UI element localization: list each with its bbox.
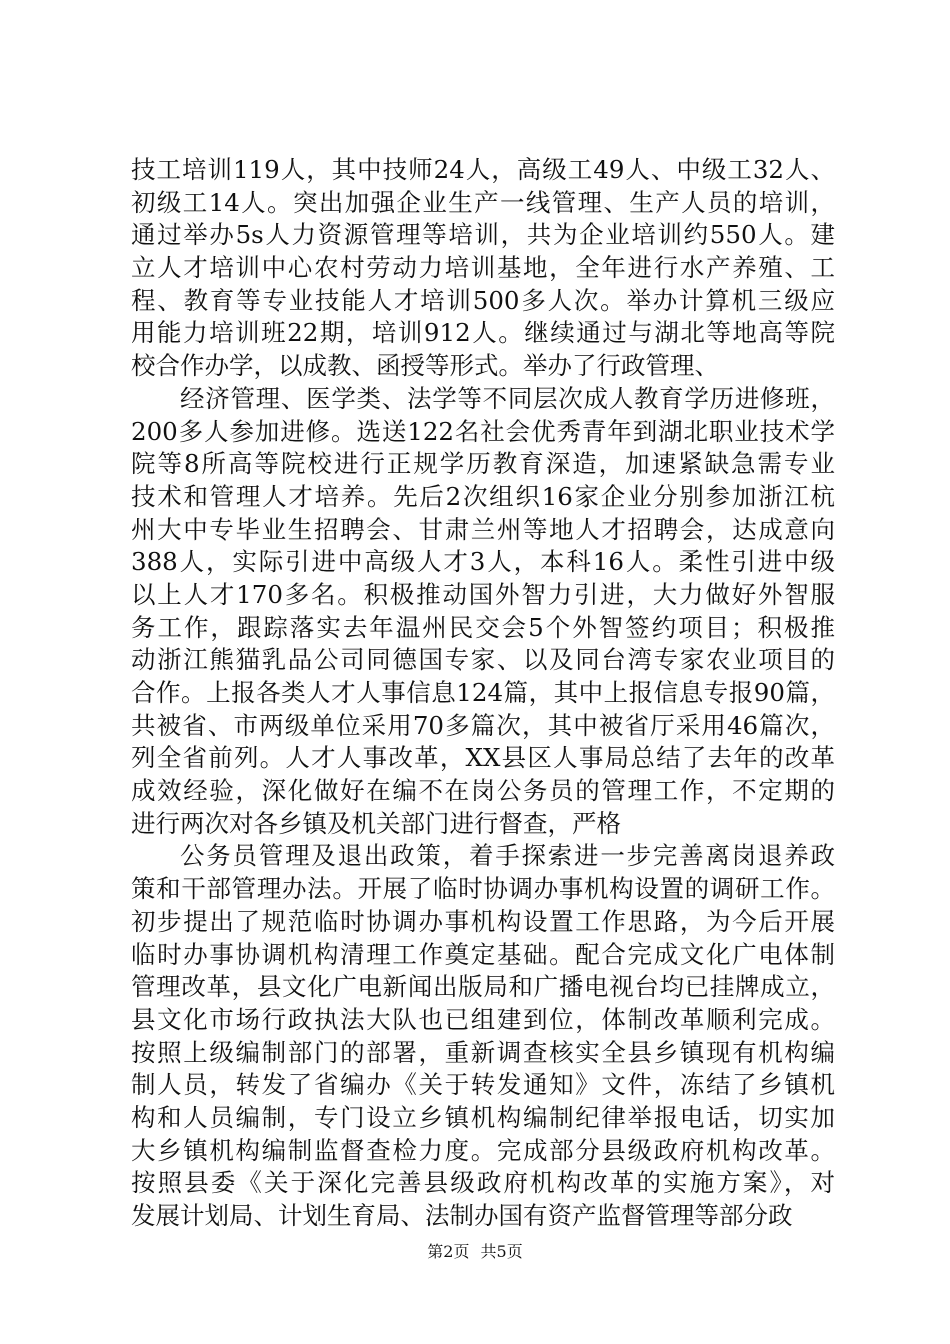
text-line: 技工培训119人，其中技师24人，高级工49人、中级工32人、	[131, 155, 835, 184]
text-line: 管理改革，县文化广电新闻出版局和广播电视台均已挂牌成立，	[131, 972, 835, 1002]
text-line: 用能力培训班22期，培训912人。继续通过与湖北等地高等院	[131, 318, 835, 348]
text-line: 立人才培训中心农村劳动力培训基地，全年进行水产养殖、工	[131, 253, 835, 283]
text-line: 200多人参加进修。选送122名社会优秀青年到湖北职业技术学	[131, 416, 835, 446]
text-line: 务工作，跟踪落实去年温州民交会5个外智签约项目；积极推	[131, 612, 835, 642]
paragraph	[131, 840, 835, 1232]
text-line: 构和人员编制，专门设立乡镇机构编制纪律举报电话，切实加	[131, 1102, 835, 1132]
text-line: 初级工14人。突出加强企业生产一线管理、生产人员的培训，	[131, 187, 835, 217]
body-text	[131, 154, 835, 1233]
text-line: 列全省前列。人才人事改革，XX县区人事局总结了去年的改革	[131, 743, 835, 773]
page-number: 第2页	[427, 1242, 470, 1261]
text-line: 通过举办5s人力资源管理等培训，共为企业培训约550人。建	[131, 220, 835, 250]
text-line: 共被省、市两级单位采用70多篇次，其中被省厅采用46篇次，	[131, 710, 835, 740]
page-total: 共5页	[480, 1242, 523, 1261]
text-line: 按照上级编制部门的部署，重新调查核实全县乡镇现有机构编	[131, 1037, 835, 1067]
text-line: 按照县委《关于深化完善县级政府机构改革的实施方案》，对	[131, 1168, 835, 1198]
text-line: 技术和管理人才培养。先后2次组织16家企业分别参加浙江杭	[131, 481, 835, 511]
text-line: 388人，实际引进中高级人才3人，本科16人。柔性引进中级	[131, 547, 835, 577]
text-line: 程、教育等专业技能人才培训500多人次。举办计算机三级应	[131, 285, 835, 315]
text-line: 发展计划局、计划生育局、法制办国有资产监督管理等部分政	[131, 1201, 793, 1230]
text-line: 临时办事协调机构清理工作奠定基础。配合完成文化广电体制	[131, 939, 835, 969]
text-line: 初步提出了规范临时协调办事机构设置工作思路，为今后开展	[131, 906, 835, 936]
text-line: 合作。上报各类人才人事信息124篇，其中上报信息专报90篇，	[131, 678, 835, 707]
text-line: 制人员，转发了省编办《关于转发通知》文件，冻结了乡镇机	[131, 1070, 835, 1100]
text-line: 动浙江熊猫乳品公司同德国专家、以及同台湾专家农业项目的	[131, 645, 835, 675]
page-footer	[0, 1242, 950, 1262]
text-line: 经济管理、医学类、法学等不同层次成人教育学历进修班，	[180, 383, 835, 413]
text-line: 县文化市场行政执法大队也已组建到位，体制改革顺利完成。	[131, 1004, 835, 1034]
paragraph	[131, 383, 835, 841]
text-line: 校合作办学，以成教、函授等形式。举办了行政管理、	[131, 351, 719, 381]
text-line: 公务员管理及退出政策，着手探索进一步完善离岗退养政	[180, 841, 835, 871]
text-line: 以上人才170多名。积极推动国外智力引进，大力做好外智服	[131, 579, 835, 609]
text-line: 成效经验，深化做好在编不在岗公务员的管理工作，不定期的	[131, 776, 835, 806]
text-line: 州大中专毕业生招聘会、甘肃兰州等地人才招聘会，达成意向	[131, 514, 835, 544]
text-line: 院等8所高等院校进行正规学历教育深造，加速紧缺急需专业	[131, 449, 835, 479]
text-line: 大乡镇机构编制监督查检力度。完成部分县级政府机构改革。	[131, 1135, 835, 1165]
paragraph	[131, 154, 835, 383]
text-line: 策和干部管理办法。开展了临时协调办事机构设置的调研工作。	[131, 874, 835, 904]
text-line: 进行两次对各乡镇及机关部门进行督查，严格	[131, 808, 621, 838]
